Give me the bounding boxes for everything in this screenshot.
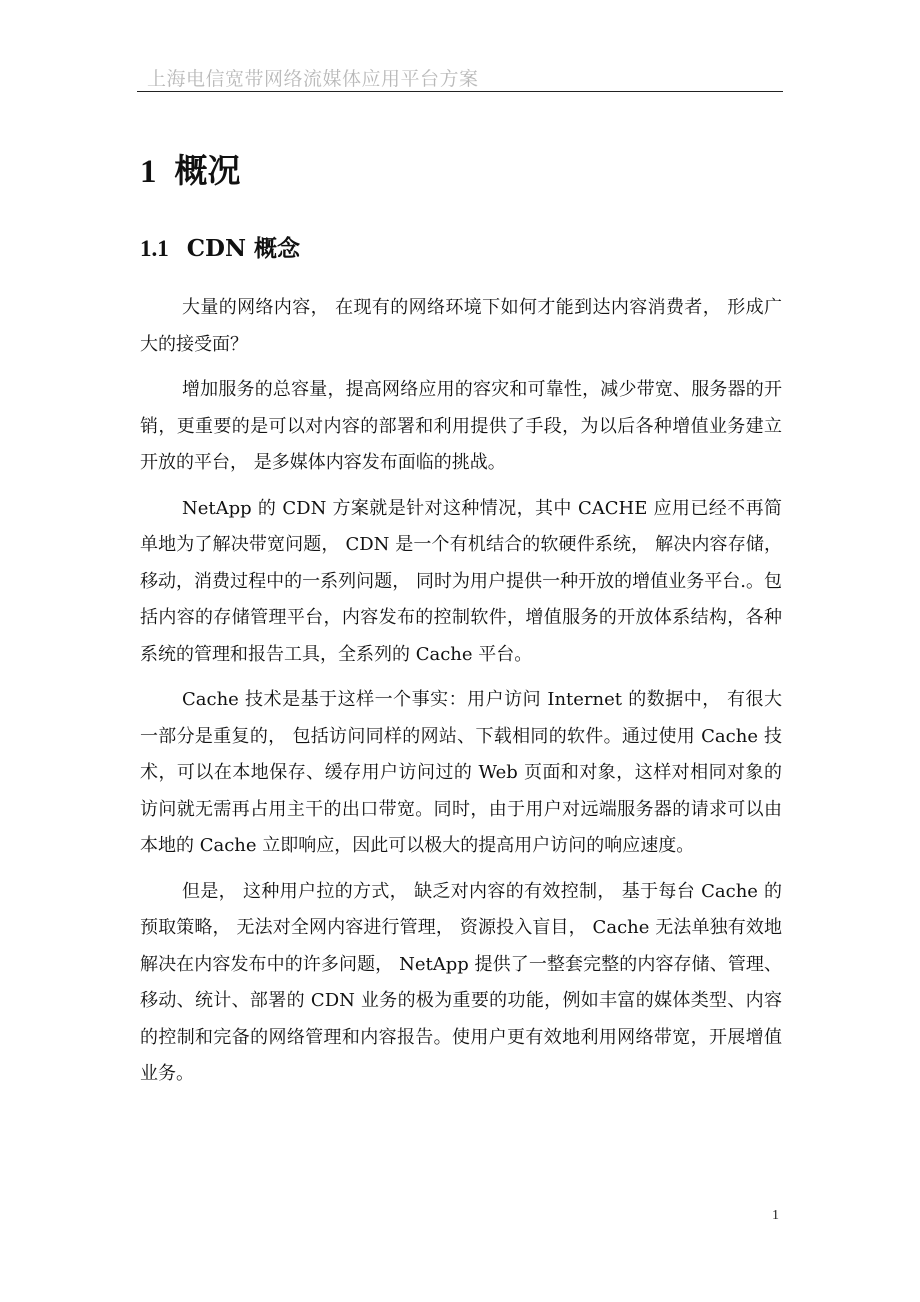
paragraph: Cache 技术是基于这样一个事实：用户访问 Internet 的数据中， 有很大一部分是重复的， 包括访问同样的网站、下载相同的软件。通过使用 Cache 技术，可以在本地保存、缓存用户访问过的 Web 页面和对象，这样对相同对象的访问就无需再占用主干的出口带宽。同时，由于用户对远端服务器的请求可以由本地的 Cache 立即响应，因此可以极大的提高用户访问的响应速度。 — [140, 689, 782, 856]
page-number: 1 — [772, 1208, 779, 1223]
running-header: 上海电信宽带网络流媒体应用平台方案 — [147, 68, 479, 90]
paragraph: NetApp 的 CDN 方案就是针对这种情况，其中 CACHE 应用已经不再简单地为了解决带宽问题， CDN 是一个有机结合的软硬件系统， 解决内容存储，移动，消费过程中的一系列问题， 同时为用户提供一种开放的增值业务平台.。包括内容的存储管理平台，内容发布的控制软件，增值服务的开放体系结构，各种系统的管理和报告工具，全系列的 Cache 平台。 — [140, 497, 782, 665]
paragraph: 大量的网络内容， 在现有的网络环境下如何才能到达内容消费者， 形成广大的接受面？ — [140, 297, 782, 355]
section-title: 概况 — [174, 151, 241, 190]
body-text — [140, 290, 782, 1102]
paragraph: 但是， 这种用户拉的方式， 缺乏对内容的有效控制， 基于每台 Cache 的预取策略， 无法对全网内容进行管理， 资源投入盲目， Cache 无法单独有效地解决在内容发布中的许多问题， NetApp 提供了一整套完整的内容存储、管理、移动、统计、部署的 CDN 业务的极为重要的功能，例如丰富的媒体类型、内容的控制和完备的网络管理和内容报告。使用户更有效地利用网络带宽，开展增值业务。 — [140, 880, 782, 1084]
paragraph: 增加服务的总容量，提高网络应用的容灾和可靠性，减少带宽、服务器的开销，更重要的是可以对内容的部署和利用提供了手段，为以后各种增值业务建立开放的平台， 是多媒体内容发布面临的挑战。 — [140, 379, 782, 473]
section-number: 1 — [140, 154, 157, 190]
header-rule — [137, 91, 783, 92]
subsection-heading — [140, 230, 300, 263]
section-heading — [140, 145, 241, 192]
subsection-number: 1.1 — [140, 236, 169, 261]
subsection-title: CDN 概念 — [186, 235, 301, 262]
